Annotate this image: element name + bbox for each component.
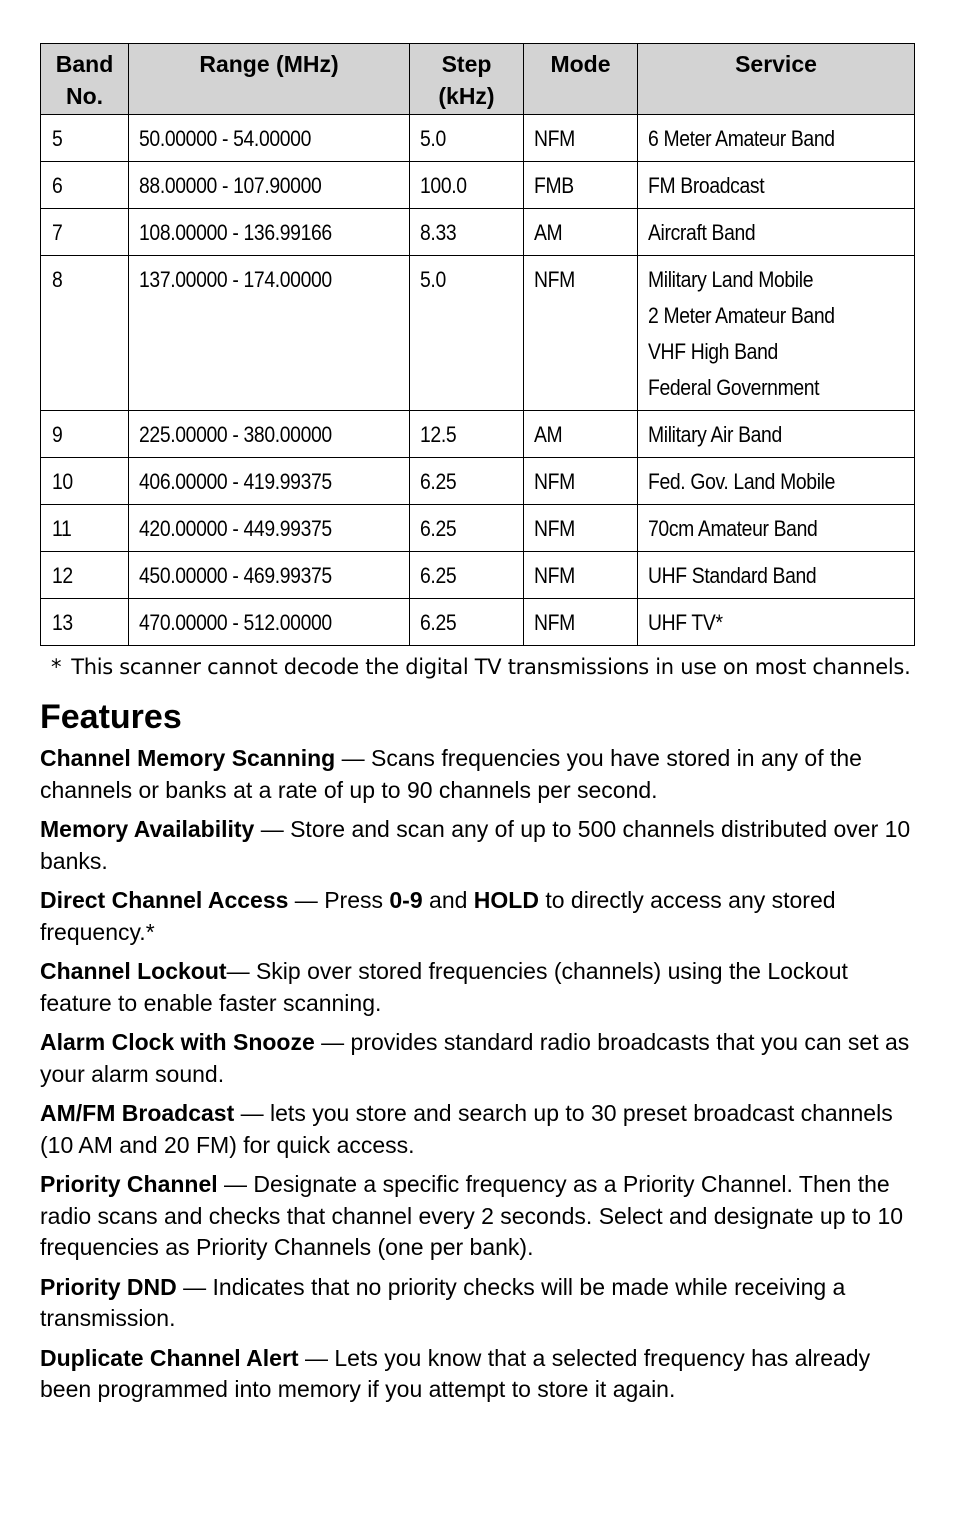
mode-cell	[524, 411, 638, 458]
header-band-no	[41, 44, 129, 115]
header-service	[638, 44, 915, 115]
step-cell	[410, 599, 524, 646]
service-cell	[638, 552, 915, 599]
service-value: FM Broadcast	[648, 173, 765, 198]
step-cell	[410, 411, 524, 458]
feature-term: Memory Availability	[40, 816, 255, 842]
service-value: Military Land Mobile	[648, 267, 814, 292]
band-no-value: 5	[52, 126, 63, 151]
mode-cell	[524, 209, 638, 256]
band-no-cell	[41, 209, 129, 256]
feature-term: Channel Lockout	[40, 958, 227, 984]
header-label: Step	[441, 51, 492, 77]
table-row	[41, 552, 915, 599]
range-value: 137.00000 - 174.00000	[139, 267, 332, 292]
feature-item	[40, 814, 914, 877]
header-label: Band	[55, 51, 114, 77]
mode-value: NFM	[534, 126, 575, 151]
feature-term: Alarm Clock with Snooze	[40, 1029, 315, 1055]
step-value: 6.25	[420, 610, 457, 635]
feature-description: — Scans frequencies you have stored in any of the channels or banks at a rate of up to 90 channels per second.	[40, 745, 862, 803]
step-value: 8.33	[420, 220, 457, 245]
mode-value: AM	[534, 422, 563, 447]
range-cell	[129, 209, 410, 256]
step-cell	[410, 552, 524, 599]
band-no-value: 8	[52, 267, 63, 292]
header-range	[129, 44, 410, 115]
band-no-value: 11	[52, 516, 72, 541]
table-row	[41, 505, 915, 552]
range-cell	[129, 458, 410, 505]
feature-description: — Skip over stored frequencies (channels) using the Lockout feature to enable faster scanning.	[40, 958, 848, 1016]
band-no-value: 13	[52, 610, 73, 635]
mode-value: NFM	[534, 563, 575, 588]
feature-description: — Designate a specific frequency as a Priority Channel. Then the radio scans and checks that channel every 2 seconds. Select and designate up to 10 frequencies as Priority Channels (one per bank).	[40, 1171, 904, 1260]
band-no-cell	[41, 505, 129, 552]
range-value: 225.00000 - 380.00000	[139, 422, 332, 447]
range-value: 108.00000 - 136.99166	[139, 220, 332, 245]
mode-value: NFM	[534, 469, 575, 494]
header-step	[410, 44, 524, 115]
band-no-value: 6	[52, 173, 63, 198]
feature-description: — Lets you know that a selected frequency has already been programmed into memory if you attempt to store it again.	[40, 1344, 871, 1402]
service-value: VHF High Band	[648, 339, 778, 364]
feature-term: AM/FM Broadcast	[40, 1100, 235, 1126]
mode-cell	[524, 256, 638, 411]
table-body	[41, 115, 915, 646]
range-cell	[129, 115, 410, 162]
range-cell	[129, 505, 410, 552]
band-no-value: 9	[52, 422, 63, 447]
step-value: 6.25	[420, 469, 457, 494]
mode-cell	[524, 162, 638, 209]
features-heading: Features	[40, 698, 182, 736]
band-no-cell	[41, 162, 129, 209]
table-row	[41, 256, 915, 411]
footnote-marker: *	[51, 655, 62, 679]
range-value: 50.00000 - 54.00000	[139, 126, 312, 151]
band-no-value: 7	[52, 220, 63, 245]
step-value: 100.0	[420, 173, 467, 198]
mode-cell	[524, 505, 638, 552]
service-value: UHF TV*	[648, 610, 723, 635]
step-cell	[410, 505, 524, 552]
mode-value: AM	[534, 220, 563, 245]
step-cell	[410, 256, 524, 411]
mode-cell	[524, 458, 638, 505]
mode-value: FMB	[534, 173, 574, 198]
feature-term: Priority Channel	[40, 1171, 218, 1197]
mode-value: NFM	[534, 267, 575, 292]
band-no-cell	[41, 115, 129, 162]
feature-item	[40, 1169, 914, 1264]
range-cell	[129, 256, 410, 411]
band-no-cell	[41, 599, 129, 646]
feature-description: — Indicates that no priority checks will be made while receiving a transmission.	[40, 1273, 846, 1331]
step-cell	[410, 209, 524, 256]
band-no-cell	[41, 411, 129, 458]
service-value: Military Air Band	[648, 422, 782, 447]
service-value: 70cm Amateur Band	[648, 516, 818, 541]
step-value: 12.5	[420, 422, 457, 447]
table-row	[41, 115, 915, 162]
service-cell	[638, 209, 915, 256]
table-row	[41, 599, 915, 646]
range-value: 450.00000 - 469.99375	[139, 563, 332, 588]
feature-item	[40, 956, 914, 1019]
service-value: Fed. Gov. Land Mobile	[648, 469, 836, 494]
feature-description: to directly access any stored frequency.*	[40, 887, 836, 945]
service-value: 2 Meter Amateur Band	[648, 303, 835, 328]
table-row	[41, 411, 915, 458]
band-no-value: 12	[52, 563, 73, 588]
feature-description: and	[422, 887, 474, 913]
header-mode	[524, 44, 638, 115]
table-header-row	[41, 44, 915, 115]
range-value: 420.00000 - 449.99375	[139, 516, 332, 541]
feature-description: — Press	[288, 887, 390, 913]
range-value: 88.00000 - 107.90000	[139, 173, 322, 198]
step-cell	[410, 115, 524, 162]
table-row	[41, 209, 915, 256]
feature-item	[40, 885, 914, 948]
step-cell	[410, 458, 524, 505]
step-cell	[410, 162, 524, 209]
feature-term: Priority DND	[40, 1273, 177, 1300]
step-value: 5.0	[420, 267, 446, 292]
service-value: Aircraft Band	[648, 220, 756, 245]
service-cell	[638, 162, 915, 209]
feature-item	[40, 743, 914, 806]
band-no-cell	[41, 552, 129, 599]
band-no-cell	[41, 458, 129, 505]
feature-description: — Store and scan any of up to 500 channels distributed over 10 banks.	[40, 816, 911, 874]
step-value: 5.0	[420, 126, 446, 151]
feature-term: Direct Channel Access	[40, 887, 289, 913]
range-value: 406.00000 - 419.99375	[139, 469, 332, 494]
service-value: Federal Government	[648, 375, 820, 400]
feature-term: 0-9	[389, 887, 423, 913]
band-table	[40, 43, 915, 646]
band-no-value: 10	[52, 469, 73, 494]
header-label: Mode	[550, 51, 611, 77]
service-cell	[638, 411, 915, 458]
mode-cell	[524, 115, 638, 162]
range-cell	[129, 599, 410, 646]
feature-description: — provides standard radio broadcasts that you can set as your alarm sound.	[40, 1029, 910, 1087]
header-label: (kHz)	[438, 83, 495, 109]
service-value: 6 Meter Amateur Band	[648, 126, 835, 151]
feature-item	[40, 1027, 914, 1090]
footnote-text: This scanner cannot decode the digital TV transmissions in use on most channels.	[71, 655, 911, 679]
step-value: 6.25	[420, 516, 457, 541]
feature-item	[40, 1272, 914, 1335]
table-row	[41, 162, 915, 209]
service-value: UHF Standard Band	[648, 563, 817, 588]
feature-term: Duplicate Channel Alert	[40, 1344, 299, 1371]
feature-description: — lets you store and search up to 30 preset broadcast channels (10 AM and 20 FM) for quick access.	[40, 1100, 893, 1158]
mode-value: NFM	[534, 516, 575, 541]
service-cell	[638, 458, 915, 505]
table-row	[41, 458, 915, 505]
feature-term: HOLD	[473, 887, 539, 913]
range-cell	[129, 411, 410, 458]
header-label: Service	[735, 51, 817, 77]
band-no-cell	[41, 256, 129, 411]
range-value: 470.00000 - 512.00000	[139, 610, 332, 635]
feature-term: Channel Memory Scanning	[40, 745, 336, 771]
service-cell	[638, 115, 915, 162]
service-cell	[638, 505, 915, 552]
step-value: 6.25	[420, 563, 457, 588]
range-cell	[129, 162, 410, 209]
service-cell	[638, 256, 915, 411]
service-cell	[638, 599, 915, 646]
table-footnote	[51, 651, 914, 683]
mode-value: NFM	[534, 610, 575, 635]
mode-cell	[524, 599, 638, 646]
feature-item	[40, 1343, 914, 1406]
features-list	[40, 743, 914, 1406]
manual-page	[40, 43, 914, 1414]
header-label: Range (MHz)	[199, 51, 339, 77]
mode-cell	[524, 552, 638, 599]
feature-item	[40, 1098, 914, 1161]
range-cell	[129, 552, 410, 599]
header-label: No.	[65, 83, 104, 109]
